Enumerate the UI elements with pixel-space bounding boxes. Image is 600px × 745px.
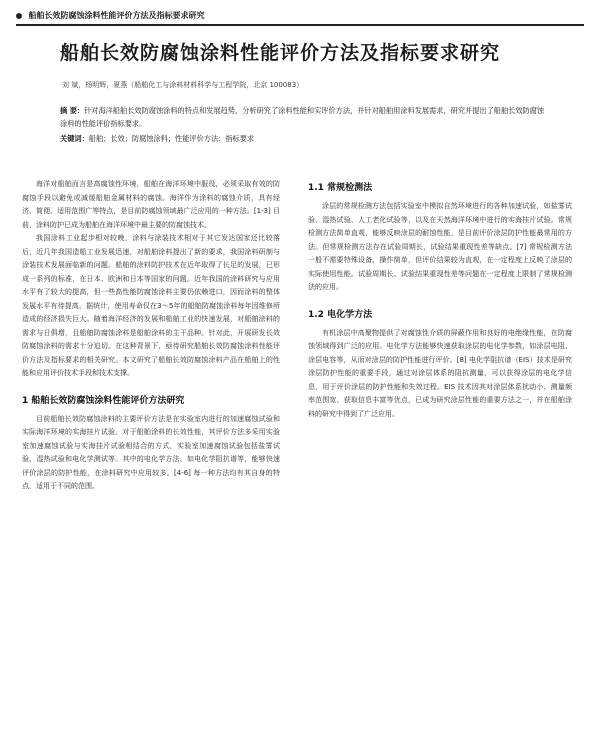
running-title: 船舶长效防腐蚀涂料性能评价方法及指标要求研究	[28, 11, 205, 20]
abstract-text: 针对海洋船舶长效防腐蚀涂料的特点和发展趋势，分析研究了涂料性能和实评价方法，并针对船舶用涂料发展需求，研究并提出了船舶长效防腐蚀涂料的性能评价指标要求。	[60, 106, 545, 128]
right-column	[308, 182, 572, 421]
keywords	[60, 133, 550, 144]
abstract	[60, 104, 550, 130]
left-column	[22, 178, 280, 494]
subsection-paragraph: 有机涂层中高聚物提供了对腐蚀性介质的屏蔽作用和良好的电绝缘性能，在防腐蚀领域得到广泛的应用。电化学方法能够快速获取涂层的电化学参数，如涂层电阻、涂层电容等，从而对涂层的防护性能进行评价。[8] 电化学阻抗谱（EIS）技术是研究涂层防护性能的重要手段，通过对涂层体系的阻抗测量，可以获得涂层的电化学信息，用于评价涂层的防护性能和失效过程。EIS 技术因其对涂层体系扰动小、测量频率范围宽、获取信息丰富等优点，已成为研究涂层性能的重要方法之一，并在船舶涂料的研究中得到了广泛应用。	[308, 328, 572, 418]
authors: 刘 斌，杨明辉，夏燕（船舶化工与涂料材料科学与工程学院，北京 100083）	[62, 81, 304, 89]
intro-paragraph: 海洋对船舶而言是高腐蚀性环境，船舶在海洋环境中服役，必须采取有效的防腐蚀手段以避免或减缓船舶金属材料的腐蚀。海洋作为涂料的腐蚀介质，具有经济、简便、适用范围广等特点，是目前防腐蚀领域最广泛应用的一种方法。[1-3] 目前，涂料防护已成为船舶在海洋环境中最主要的防腐蚀技术。	[22, 180, 280, 229]
section-heading: 1 船舶长效防腐蚀涂料性能评价方法研究	[22, 395, 185, 406]
subsection-heading: 1.1 常规检测法	[308, 183, 373, 193]
paper-title: 船舶长效防腐蚀涂料性能评价方法及指标要求研究	[60, 42, 501, 64]
section-paragraph: 目前船舶长效防腐蚀涂料的主要评价方法是在实验室内进行的加速腐蚀试验和实际海洋环境的实海挂片试验。对于船舶涂料的长效性能，其评价方法多采用实验室加速腐蚀试验与实海挂片试验相结合的方式，实验室加速腐蚀试验包括盐雾试验、湿热试验和电化学测试等。其中的电化学方法，如电化学阻抗谱等，能够快速评价涂层的防护性能，在涂料研究中应用较多。[4-6] 每一种方法均有其自身的特点，适用于不同的范围。	[22, 414, 280, 490]
subsection-heading: 1.2 电化学方法	[308, 309, 373, 320]
subsection-paragraph: 涂层的常规检测方法包括实验室中模拟自然环境进行的各种加速试验，如盐雾试验、湿热试验、人工老化试验等，以及在天然海洋环境中进行的实海挂片试验。常规检测方法简单直观，能够反映涂层的耐蚀性能，是目前评价涂层防护性能最常用的方法。但常规检测方法存在试验周期长，试验结果重现性差等缺点。[7] 常规检测方法一般不需要特殊设备，操作简单，但评价结果较为直观，在一定程度上反映了涂层的实际使用性能。试验周期长、试验结果重现性差等问题在一定程度上限制了常规检测法的应用。	[308, 202, 572, 291]
intro-paragraph: 我国涂料工业起步相对较晚，涂料与涂装技术相对于其它发达国家还比较落后，近几年我国造船工业发展迅速，对船舶涂料提出了新的要求，我国涂料研制与涂装技术发展面临新的问题。船舶的涂料防护技术在近年取得了长足的发展，已形成一系列的标准，在日本、欧洲和日本等国家的问题。近年我国的涂料研究与应用水平有了较大的提高，但一些高性能防腐蚀涂料主要仍依赖进口，因而涂料的整体发展水平有待提高。据统计，使用寿命仅在3～5年的船舶防腐蚀涂料每年因维修所造成的经济损失巨大。随着海洋经济的发展和船舶工业的快速发展，对船舶涂料的需求与日俱增，且船舶防腐蚀涂料是船舶涂料的主干品种。针对此，开展研发长效防腐蚀涂料的需求十分迫切。在这种背景下，亟待研究船舶长效防腐蚀涂料性能评价方法及指标要求的相关研究。本文研究了船舶长效防腐蚀涂料产品在船舶上的性能和应用评价技术手段和技术支撑。	[22, 234, 280, 377]
header-bullet-icon	[16, 13, 22, 19]
abstract-label: 摘 要：	[60, 106, 85, 115]
keywords-label: 关键词：	[60, 134, 89, 143]
running-header	[16, 10, 584, 26]
keywords-text: 船舶；长效；防腐蚀涂料；性能评价方法；指标要求	[88, 134, 255, 143]
